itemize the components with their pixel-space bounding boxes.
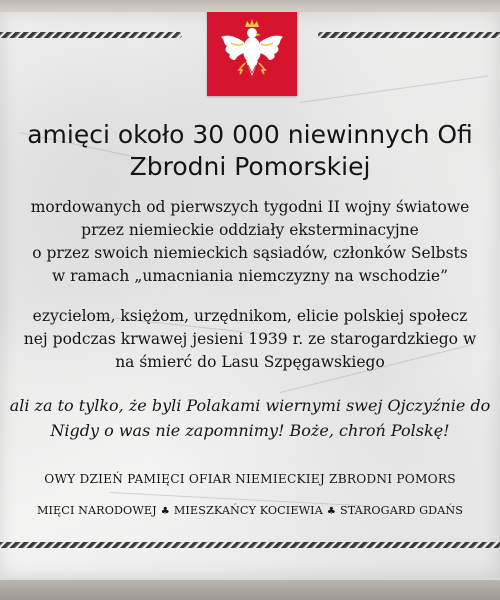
paragraph2-line: na śmierć do Lasu Szpęgawskiego <box>115 353 385 371</box>
rope-border-top-left <box>0 32 182 38</box>
footer-signatory-1: MIĘCI NARODOWEJ <box>36 504 157 517</box>
paragraph1-line: przez niemieckie oddziały eksterminacyjne <box>81 221 419 239</box>
marble-vein <box>300 76 488 103</box>
clover-separator-icon: ♣ <box>326 506 336 517</box>
white-eagle-emblem-icon <box>207 12 297 96</box>
clover-separator-icon: ♣ <box>160 506 170 517</box>
polish-emblem <box>207 12 297 96</box>
paragraph1-line: o przez swoich niemieckich sąsiadów, członków Selbsts <box>32 244 468 262</box>
paragraph2-line: nej podczas krwawej jesieni 1939 r. ze starogardzkiego w <box>23 330 477 348</box>
memorial-plaque <box>0 12 500 578</box>
title-line-2: Zbrodni Pomorskiej <box>129 152 371 181</box>
wall-bottom <box>0 580 500 600</box>
title-line-1: amięci około 30 000 niewinnych Ofi <box>27 120 473 149</box>
paragraph3-line: ali za to tylko, że byli Polakami wiernymi swej Ojczyźnie do <box>9 396 491 415</box>
rope-border-bottom <box>0 542 500 548</box>
footer-line-2 <box>0 504 500 517</box>
paragraph2-line: ezycielom, księżom, urzędnikom, elicie polskiej społecz <box>32 307 468 325</box>
paragraph3-line: Nigdy o was nie zapomnimy! Boże, chroń Polskę! <box>50 421 450 440</box>
paragraph1-line: w ramach „umacniania niemczyzny na wschodzie” <box>51 267 449 285</box>
rope-border-top-right <box>318 32 500 38</box>
footer-signatory-2: MIESZKAŃCY KOCIEWIA <box>173 504 323 517</box>
footer-line-1: OWY DZIEŃ PAMIĘCI OFIAR NIEMIECKIEJ ZBRODNI POMORS <box>44 472 456 486</box>
paragraph1-line: mordowanych od pierwszych tygodni II wojny światowe <box>30 198 470 216</box>
footer-signatory-3: STAROGARD GDAŃS <box>339 504 464 517</box>
